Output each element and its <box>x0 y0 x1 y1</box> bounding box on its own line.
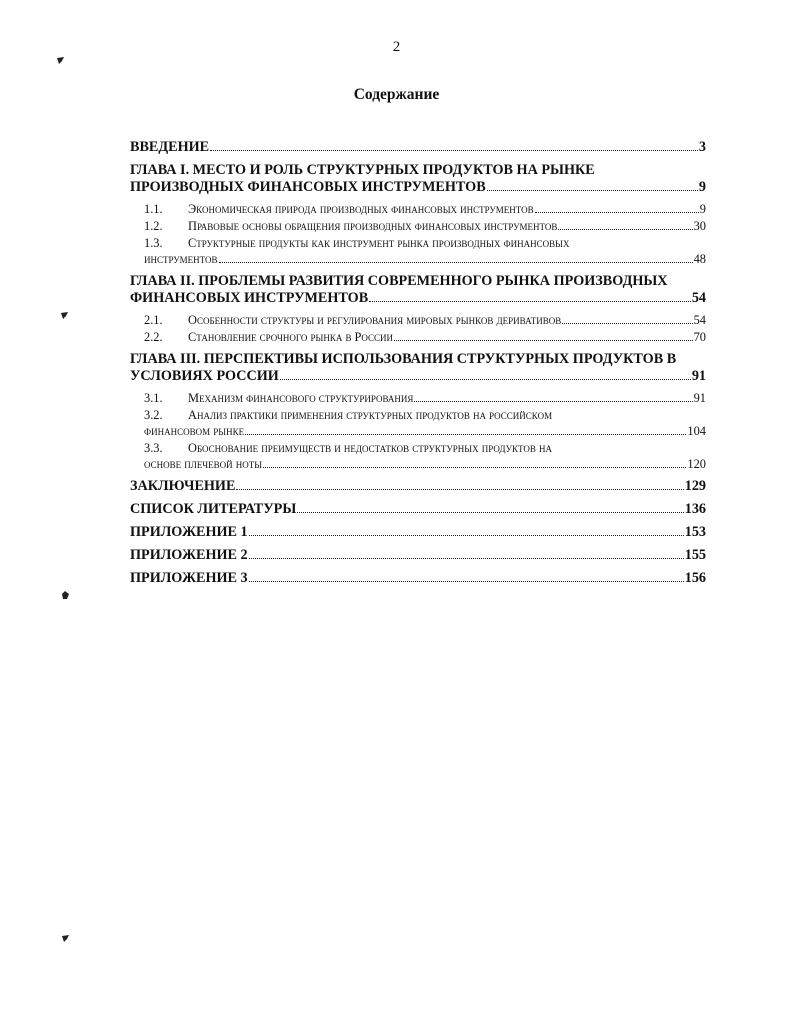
toc-chapter <box>130 501 706 518</box>
dot-leader <box>280 379 691 380</box>
section-title-line <box>144 218 706 234</box>
section-number: 2.2. <box>144 330 163 344</box>
section-title-line <box>144 235 706 251</box>
section-title-line <box>144 456 706 472</box>
dot-leader <box>263 467 686 468</box>
section-title-line <box>144 201 706 217</box>
page-number: 2 <box>392 39 401 55</box>
page-title: Содержание <box>353 86 440 103</box>
chapter-title-line-text: ПРИЛОЖЕНИЕ 3 <box>130 570 248 586</box>
section-title-line-text: финансовом рынке <box>144 424 245 438</box>
section-title-line <box>144 312 706 328</box>
page-ref: 156 <box>684 570 706 586</box>
section-title-line <box>144 251 706 267</box>
scan-speck <box>61 934 70 943</box>
section-title-line <box>144 390 706 406</box>
section-number: 2.1. <box>144 313 163 327</box>
dot-leader <box>219 262 693 263</box>
section-list <box>130 312 706 345</box>
chapter-title-line-text: ПРИЛОЖЕНИЕ 2 <box>130 547 248 563</box>
chapter-title-line <box>130 570 706 587</box>
section-number: 1.3. <box>144 236 163 250</box>
section-title-line-text: инструментов <box>144 252 218 266</box>
section-list <box>130 201 706 267</box>
section-number: 1.2. <box>144 219 163 233</box>
chapter-title-line <box>130 501 706 518</box>
chapter-title-line <box>130 139 706 156</box>
page-ref: 104 <box>687 424 706 438</box>
chapter-title-line <box>130 524 706 541</box>
dot-leader <box>487 190 698 191</box>
section-list <box>130 390 706 472</box>
toc-chapter <box>130 162 706 196</box>
chapter-title-line-text: СПИСОК ЛИТЕРАТУРЫ <box>130 501 297 517</box>
chapter-title-line <box>130 368 706 385</box>
toc-section <box>130 440 706 472</box>
page-ref: 153 <box>684 524 706 540</box>
toc-section <box>130 329 706 345</box>
scan-speck <box>61 591 70 600</box>
chapter-title-line-text: ВВЕДЕНИЕ <box>130 139 210 155</box>
section-title-line <box>144 407 706 423</box>
dot-leader <box>249 581 684 582</box>
page-ref: 91 <box>691 368 706 384</box>
page-ref: 91 <box>693 391 706 405</box>
page-ref: 54 <box>693 313 706 327</box>
section-title-text: Становление срочного рынка в России <box>188 330 394 344</box>
page-ref: 30 <box>693 219 706 233</box>
page-ref: 120 <box>687 457 706 471</box>
scan-speck <box>60 311 69 320</box>
chapter-title-line <box>130 290 706 307</box>
section-number: 3.2. <box>144 408 163 422</box>
chapter-title-line <box>130 478 706 495</box>
dot-leader <box>369 301 691 302</box>
section-title-text: Механизм финансового структурирования <box>188 391 414 405</box>
page-ref: 70 <box>693 330 706 344</box>
page-ref: 3 <box>698 139 706 155</box>
dot-leader <box>558 229 692 230</box>
chapter-title-line <box>130 547 706 564</box>
section-title-text: Анализ практики применения структурных продуктов на российском <box>188 408 553 422</box>
page-ref: 155 <box>684 547 706 563</box>
chapter-title-line: ГЛАВА II. ПРОБЛЕМЫ РАЗВИТИЯ СОВРЕМЕННОГО РЫНКА ПРОИЗВОДНЫХ <box>130 273 668 289</box>
section-number: 3.3. <box>144 441 163 455</box>
scan-speck <box>56 56 65 65</box>
section-title-line-text: основе плечевой ноты <box>144 457 263 471</box>
chapter-title-line-text: УСЛОВИЯХ РОССИИ <box>130 368 279 384</box>
section-title-line <box>144 329 706 345</box>
chapter-title-line-text: ПРОИЗВОДНЫХ ФИНАНСОВЫХ ИНСТРУМЕНТОВ <box>130 179 486 195</box>
toc-chapter <box>130 139 706 156</box>
page-ref: 136 <box>684 501 706 517</box>
dot-leader <box>249 535 684 536</box>
section-title-text: Особенности структуры и регулирования мировых рынков деривативов <box>188 313 562 327</box>
section-title-text: Структурные продукты как инструмент рынка производных финансовых <box>188 236 570 250</box>
section-number: 3.1. <box>144 391 163 405</box>
toc-section <box>130 235 706 267</box>
section-title-line <box>144 423 706 439</box>
dot-leader <box>249 558 684 559</box>
toc-section <box>130 201 706 217</box>
toc-section <box>130 312 706 328</box>
dot-leader <box>414 401 692 402</box>
dot-leader <box>394 340 693 341</box>
toc-chapter <box>130 570 706 587</box>
dot-leader <box>245 434 686 435</box>
chapter-title-line-text: ФИНАНСОВЫХ ИНСТРУМЕНТОВ <box>130 290 369 306</box>
chapter-title-line-text: ПРИЛОЖЕНИЕ 1 <box>130 524 248 540</box>
toc-chapter <box>130 547 706 564</box>
dot-leader <box>236 489 683 490</box>
page-ref: 48 <box>693 252 706 266</box>
toc-chapter <box>130 351 706 385</box>
section-title-text: Обоснование преимуществ и недостатков структурных продуктов на <box>188 441 552 455</box>
toc-chapter <box>130 478 706 495</box>
section-title-text: Экономическая природа производных финансовых инструментов <box>188 202 534 216</box>
page-ref: 129 <box>684 478 706 494</box>
toc-chapter <box>130 273 706 307</box>
chapter-title-line: ГЛАВА I. МЕСТО И РОЛЬ СТРУКТУРНЫХ ПРОДУКТОВ НА РЫНКЕ <box>130 162 595 178</box>
page-ref: 54 <box>691 290 706 306</box>
section-title-text: Правовые основы обращения производных финансовых инструментов <box>188 219 558 233</box>
chapter-title-line: ГЛАВА III. ПЕРСПЕКТИВЫ ИСПОЛЬЗОВАНИЯ СТРУКТУРНЫХ ПРОДУКТОВ В <box>130 351 677 367</box>
chapter-title-line-text: ЗАКЛЮЧЕНИЕ <box>130 478 236 494</box>
table-of-contents <box>130 139 706 587</box>
page-ref: 9 <box>699 202 706 216</box>
toc-chapter <box>130 524 706 541</box>
toc-section <box>130 218 706 234</box>
dot-leader <box>535 212 699 213</box>
dot-leader <box>297 512 683 513</box>
toc-section <box>130 407 706 439</box>
dot-leader <box>210 150 698 151</box>
toc-section <box>130 390 706 406</box>
chapter-title-line <box>130 179 706 196</box>
section-number: 1.1. <box>144 202 163 216</box>
section-title-line <box>144 440 706 456</box>
page-ref: 9 <box>698 179 706 195</box>
dot-leader <box>562 323 692 324</box>
